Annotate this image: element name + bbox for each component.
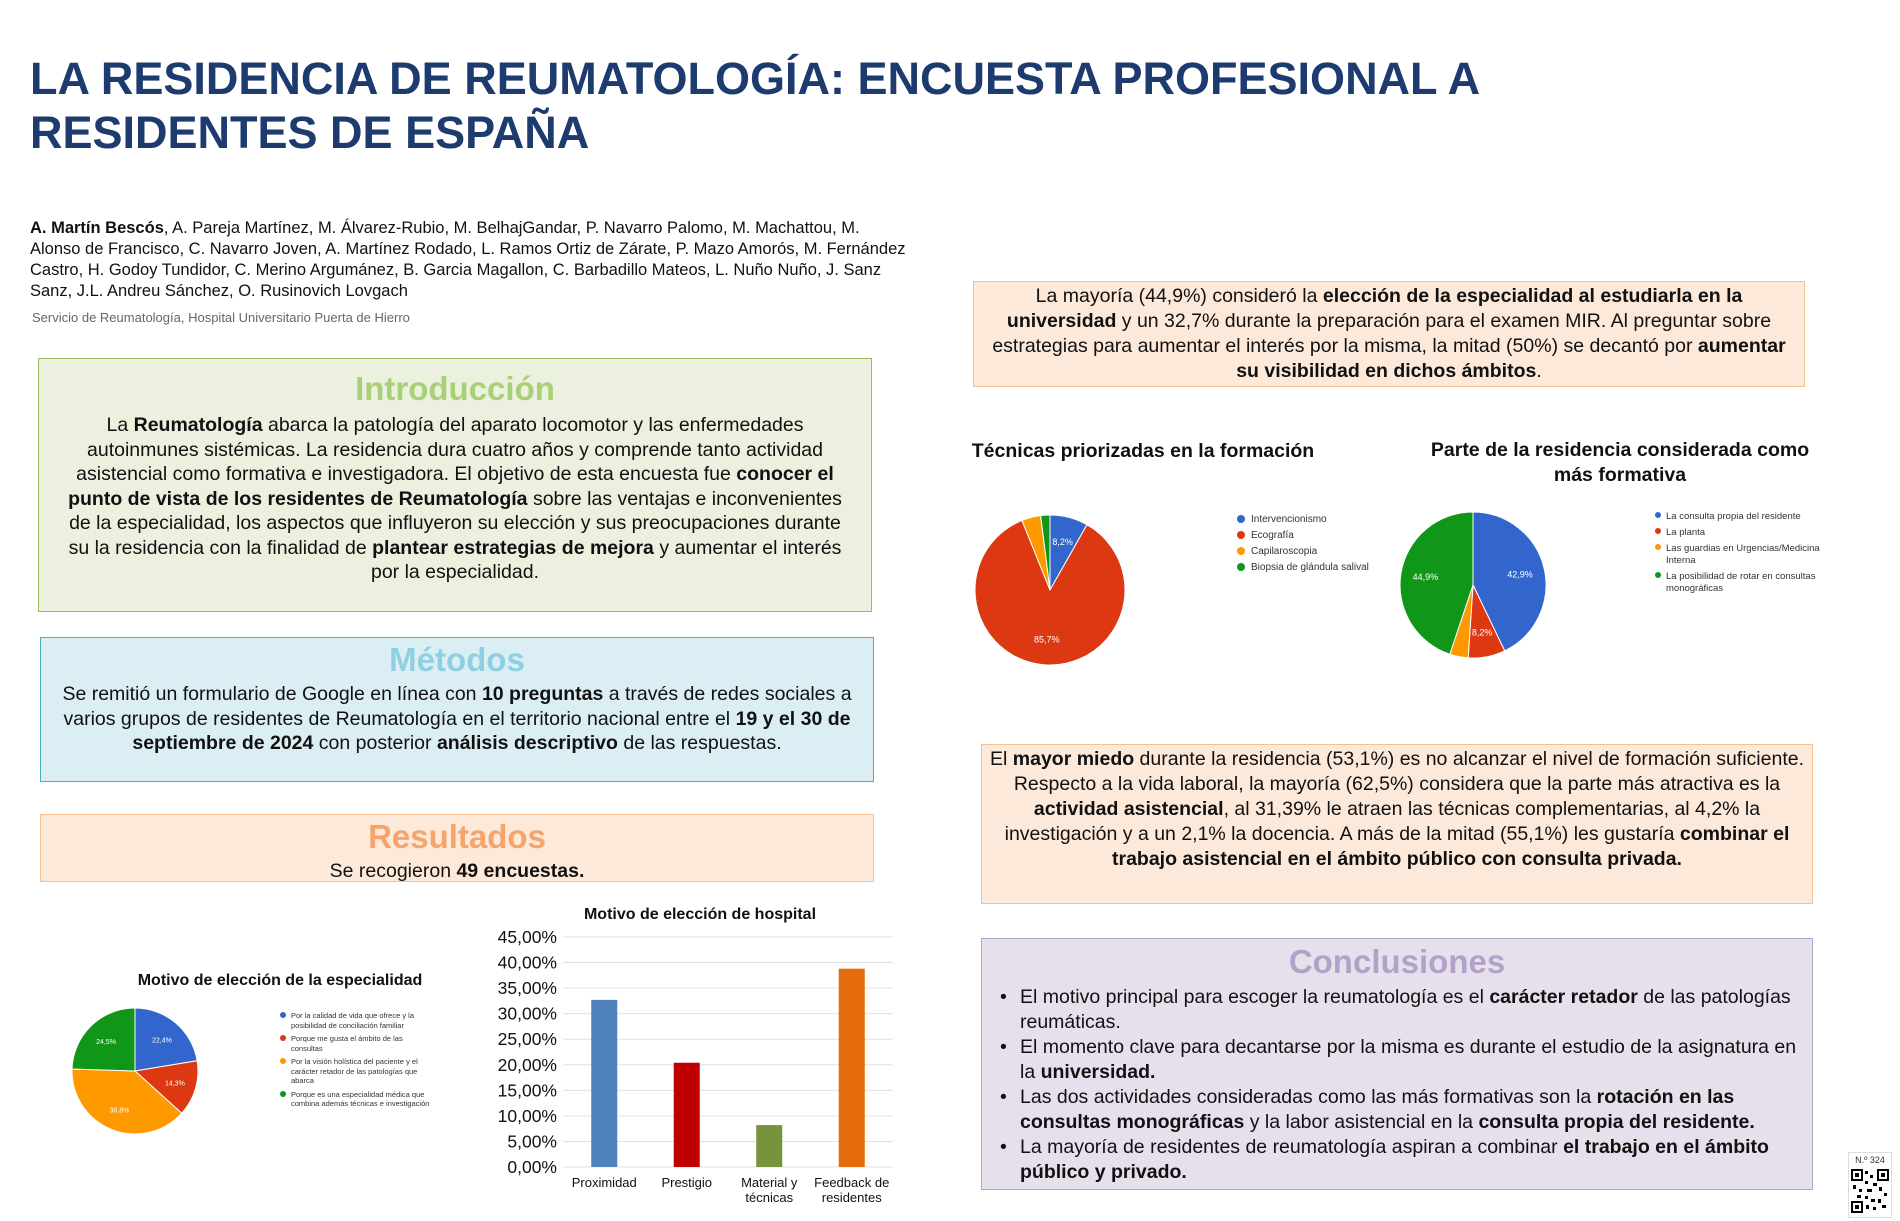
y-tick-label: 25,00% xyxy=(497,1029,557,1050)
y-tick-label: 10,00% xyxy=(497,1105,557,1126)
legend-swatch xyxy=(1655,544,1661,550)
chart4-title: Parte de la residencia considerada como más formativa xyxy=(1430,439,1810,486)
pie-slice-label: 38,8% xyxy=(109,1107,130,1115)
introduction-heading: Introducción xyxy=(355,370,555,407)
pie-slice-label: 24,5% xyxy=(96,1039,116,1047)
legend-item xyxy=(1237,513,1397,526)
legend-label: Las guardias en Urgencias/Medicina Interna xyxy=(1666,543,1820,566)
legend-swatch xyxy=(1655,572,1661,578)
legend-label: Intervencionismo xyxy=(1251,514,1327,525)
qr-code-icon xyxy=(1851,1169,1889,1213)
affiliation: Servicio de Reumatología, Hospital Universitario Puerta de Hierro xyxy=(32,310,410,325)
legend-swatch xyxy=(280,1035,286,1041)
legend-swatch xyxy=(1237,515,1245,523)
techniques-pie-chart xyxy=(973,513,1127,667)
chart1-title: Motivo de elección de la especialidad xyxy=(137,972,423,989)
pie-slice-label: 8,2% xyxy=(1052,537,1073,548)
bar xyxy=(756,1125,782,1167)
legend-swatch xyxy=(1655,528,1661,534)
poster-number: N.º 324 xyxy=(1855,1155,1885,1165)
legend-swatch xyxy=(1237,563,1245,571)
legend-item xyxy=(280,1034,430,1053)
legend-label: Biopsia de glándula salival xyxy=(1251,562,1369,573)
first-author: A. Martín Bescós xyxy=(30,219,164,237)
pie-slice-label: 8,2% xyxy=(1471,627,1493,638)
results-text: Se recogieron 49 encuestas. xyxy=(329,860,585,882)
x-tick-label: Prestigio xyxy=(661,1175,713,1190)
y-tick-label: 30,00% xyxy=(497,1003,557,1024)
legend-item xyxy=(1237,545,1397,558)
specialty-choice-pie-chart xyxy=(70,1006,200,1136)
legend-swatch xyxy=(1655,512,1661,518)
chart3-legend xyxy=(1237,513,1397,577)
y-tick-label: 5,00% xyxy=(507,1131,557,1152)
methods-text: Se remitió un formulario de Google en línea con 10 preguntas a través de redes sociales a varios grupos de residentes de Reumatología en el territorio nacional entre el 19 y el 30 de septiembre de 2024 con posterior análisis descriptivo de las respuestas. xyxy=(62,683,852,754)
pie-slice-label: 42,9% xyxy=(1507,569,1533,580)
x-tick-label: Material y xyxy=(741,1175,798,1190)
legend-swatch xyxy=(1237,547,1245,555)
results-heading: Resultados xyxy=(368,818,546,855)
chart3-title: Técnicas priorizadas en la formación xyxy=(971,440,1315,462)
findings-specialty-choice: La mayoría (44,9%) consideró la elección de la especialidad al estudiarla en la universidad y un 32,7% durante la preparación para el examen MIR. Al preguntar sobre estrategias para aumentar el interés por la misma, la mitad (50%) se decantó por aumentar su visibilidad en dichos ámbitos. xyxy=(973,281,1805,387)
introduction-section xyxy=(38,358,872,612)
conclusions-section xyxy=(981,938,1813,1190)
conclusion-item: • El motivo principal para escoger la reumatología es el carácter retador de las patologías reumáticas. xyxy=(1020,985,1798,1035)
bar xyxy=(674,1063,700,1167)
qr-code-badge xyxy=(1848,1152,1892,1218)
findings-fears-career: El mayor miedo durante la residencia (53,1%) es no alcanzar el nivel de formación suficiente. Respecto a la vida laboral, la mayoría (62,5%) considera que la parte más atractiva es la actividad asistencial, al 31,39% le atraen las técnicas complementarias, al 4,2% la investigación y a un 2,1% la docencia. A más de la mitad (55,1%) les gustaría combinar el trabajo asistencial en el ámbito público con consulta privada. xyxy=(981,744,1813,904)
legend-label: La planta xyxy=(1666,527,1706,538)
legend-label: Porque me gusta el ámbito de las consultas xyxy=(291,1034,403,1053)
hospital-choice-bar-chart xyxy=(485,925,915,1210)
y-tick-label: 20,00% xyxy=(497,1054,557,1075)
pie-slice-label: 22,4% xyxy=(151,1037,172,1045)
conclusions-list xyxy=(996,985,1798,1185)
y-tick-label: 0,00% xyxy=(507,1157,557,1177)
most-formative-pie-chart xyxy=(1398,510,1548,660)
pie-slice-label: 14,3% xyxy=(164,1080,185,1088)
legend-item xyxy=(1655,527,1845,539)
legend-label: La posibilidad de rotar en consultas monográficas xyxy=(1666,571,1816,594)
legend-item xyxy=(1237,529,1397,542)
legend-item xyxy=(280,1090,430,1109)
legend-label: Por la visión holística del paciente y el carácter retador de las patologías que abarca xyxy=(291,1057,418,1085)
y-tick-label: 35,00% xyxy=(497,978,557,999)
methods-section xyxy=(40,637,874,782)
legend-item xyxy=(1655,543,1845,567)
chart2-title: Motivo de elección de hospital xyxy=(583,906,817,923)
x-tick-label: Feedback de xyxy=(814,1175,890,1190)
legend-swatch xyxy=(1237,531,1245,539)
conclusion-item: • El momento clave para decantarse por la misma es durante el estudio de la asignatura en la universidad. xyxy=(1020,1035,1798,1085)
y-tick-label: 15,00% xyxy=(497,1080,557,1101)
conclusion-item: • La mayoría de residentes de reumatología aspiran a combinar el trabajo en el ámbito público y privado. xyxy=(1020,1135,1798,1185)
legend-label: Ecografía xyxy=(1251,530,1294,541)
introduction-text: La Reumatología abarca la patología del aparato locomotor y las enfermedades autoinmunes sistémicas. La residencia dura cuatro años y comprende tanto actividad asistencial como formativa e investigadora. El objetivo de esta encuesta fue conocer el punto de vista de los residentes de Reumatología sobre las ventajas e inconvenientes de la especialidad, los aspectos que influyeron su elección y sus preocupaciones durante su la residencia con la finalidad de plantear estrategias de mejora y aumentar el interés por la especialidad. xyxy=(68,414,842,583)
y-tick-label: 40,00% xyxy=(497,952,557,973)
chart4-legend xyxy=(1655,511,1845,599)
legend-item xyxy=(1237,561,1397,574)
y-tick-label: 45,00% xyxy=(497,927,557,947)
x-tick-label: técnicas xyxy=(745,1190,794,1205)
conclusion-item: • Las dos actividades consideradas como las más formativas son la rotación en las consultas monográficas y la labor asistencial en la consulta propia del residente. xyxy=(1020,1085,1798,1135)
bar xyxy=(839,969,865,1167)
legend-label: Capilaroscopia xyxy=(1251,546,1318,557)
poster-title: LA RESIDENCIA DE REUMATOLOGÍA: ENCUESTA PROFESIONAL A RESIDENTES DE ESPAÑA xyxy=(30,53,1479,158)
legend-item xyxy=(280,1011,430,1030)
legend-item xyxy=(280,1057,430,1086)
legend-label: La consulta propia del residente xyxy=(1666,511,1801,522)
co-authors: , A. Pareja Martínez, M. Álvarez-Rubio, M. BelhajGandar, P. Navarro Palomo, M. Machattou, M. Alonso de Francisco, C. Navarro Joven, A. Martínez Rodado, L. Ramos Ortiz de Zárate, P. Mazo Amorós, M. Fernández Castro, H. Godoy Tundidor, C. Merino Argumánez, B. Garcia Magallon, C. Barbadillo Mateos, L. Nuño Nuño, J. Sanz Sanz, J.L. Andreu Sánchez, O. Rusinovich Lovgach xyxy=(30,219,906,300)
legend-swatch xyxy=(280,1058,286,1064)
x-tick-label: residentes xyxy=(821,1190,882,1205)
bar xyxy=(591,1000,617,1167)
legend-swatch xyxy=(280,1012,286,1018)
legend-swatch xyxy=(280,1091,286,1097)
legend-label: Por la calidad de vida que ofrece y la posibilidad de conciliación familiar xyxy=(291,1011,414,1030)
chart1-legend xyxy=(280,1011,430,1113)
pie-slice-label: 44,9% xyxy=(1412,572,1439,583)
conclusions-heading: Conclusiones xyxy=(1288,943,1506,980)
x-tick-label: Proximidad xyxy=(571,1175,637,1190)
legend-item xyxy=(1655,571,1845,595)
author-list xyxy=(30,218,910,302)
results-section xyxy=(40,814,874,882)
pie-slice-label: 85,7% xyxy=(1033,634,1060,645)
legend-label: Porque es una especialidad médica que combina además técnicas e investigación xyxy=(291,1089,430,1108)
legend-item xyxy=(1655,511,1845,523)
methods-heading: Métodos xyxy=(389,641,525,678)
